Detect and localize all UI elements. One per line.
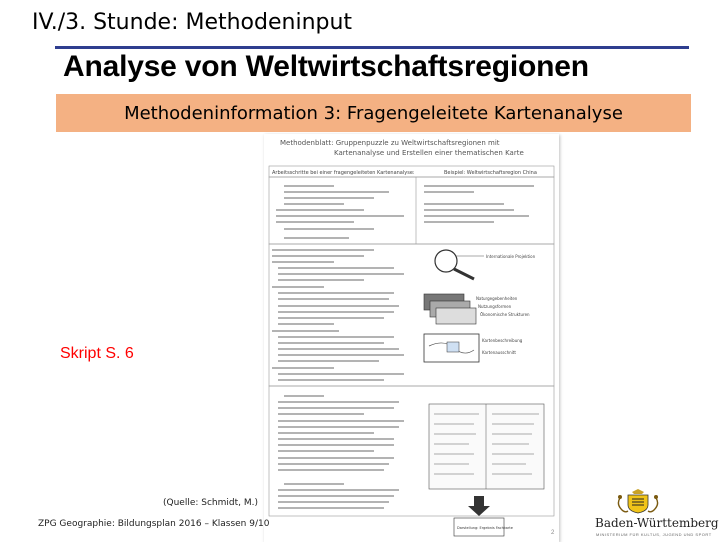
label-schicht-2: Nutzungsformen [478,304,512,309]
label-fenster-2: Kartenausschnitt [482,350,516,355]
label-projektion: Internationale Projektion [486,254,536,259]
footer-text: ZPG Geographie: Bildungsplan 2016 – Klassen 9/10 [38,519,270,529]
worksheet-image [264,134,559,542]
label-fenster-1: Kartenbeschreibung [482,338,523,343]
method-banner [56,94,691,132]
source-note: (Quelle: Schmidt, M.) [163,498,259,508]
baden-wuerttemberg-logo-icon [590,488,714,538]
worksheet-subtitle: Kartenanalyse und Erstellen einer thematischen Karte [334,149,524,157]
page-number: 2 [551,530,555,536]
result-box-text: Darstellung: Ergebnis Fachkarte [457,526,513,530]
worksheet-drawing [264,134,559,542]
worksheet-title: Methodenblatt: Gruppenpuzzle zu Weltwirtschaftsregionen mit [280,139,500,147]
logo-subtext: MINISTERIUM FÜR KULTUS, JUGEND UND SPORT [596,532,712,537]
label-schicht-1: Naturgegebenheiten [476,296,518,301]
col-right-header: Beispiel: Weltwirtschaftsregion China [444,170,537,176]
title-rule [55,46,689,49]
method-banner-text: Methodeninformation 3: Fragengeleitete Kartenanalyse [124,102,623,124]
col-left-header: Arbeitsschritte bei einer fragengeleiteten Kartenanalyse: [272,170,415,176]
layer-sheet-3 [436,308,476,324]
main-title: Analyse von Weltwirtschaftsregionen [63,50,589,83]
logo-text: Baden-Württemberg [595,516,719,530]
label-schicht-3: Ökonomische Strukturen [480,312,530,317]
down-arrow-icon [468,496,490,516]
skript-reference: Skript S. 6 [60,345,134,362]
slide-top-title: IV./3. Stunde: Methodeninput [32,10,353,35]
mini-table [429,404,544,489]
magnifier-icon [435,250,457,272]
